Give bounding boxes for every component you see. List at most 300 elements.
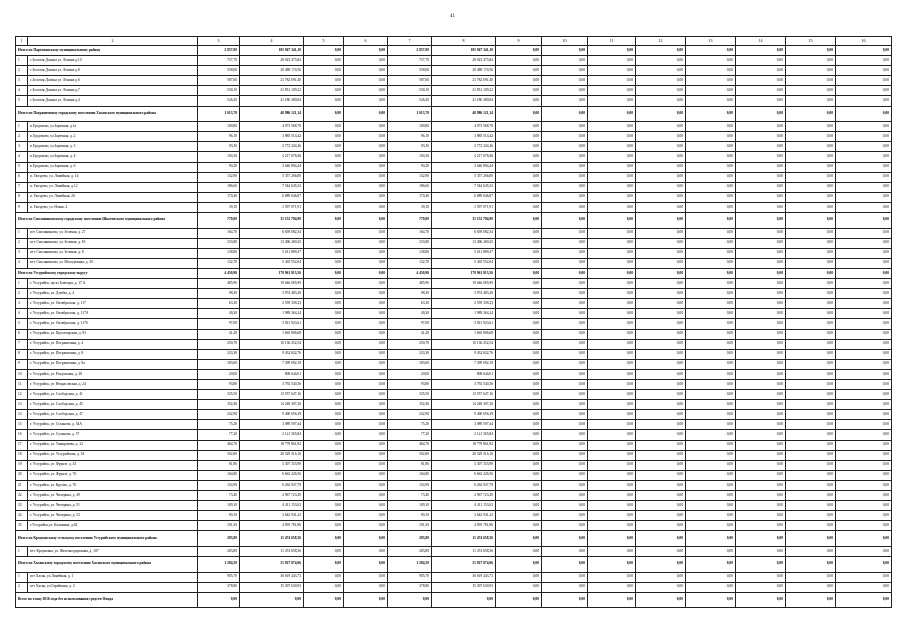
value-cell: 0,00: [588, 531, 636, 547]
value-cell: 170,40: [388, 192, 432, 202]
value-cell: 0,00: [304, 162, 344, 172]
table-row: [16, 162, 892, 172]
value-cell: 0,00: [304, 192, 344, 202]
value-cell: 0,00: [736, 132, 786, 142]
value-cell: 7 544 645,52: [432, 182, 496, 192]
value-cell: 0,00: [304, 152, 344, 162]
value-cell: 40 986 121,14: [240, 106, 304, 122]
value-cell: 138,80: [198, 248, 240, 258]
value-cell: 0,00: [786, 380, 836, 390]
value-cell: 352,40: [388, 400, 432, 410]
address-cell: пгт Хасан, ул.Линейная, д. 1: [28, 572, 198, 582]
value-cell: 104,30: [198, 152, 240, 162]
value-cell: 36 619 443,73: [432, 572, 496, 582]
value-cell: 98,30: [198, 289, 240, 299]
value-cell: 0,00: [636, 122, 686, 132]
table-row: [16, 192, 892, 202]
value-cell: 0,00: [344, 521, 388, 531]
value-cell: 20 488 174,56: [240, 66, 304, 76]
value-cell: 0,00: [496, 132, 542, 142]
value-cell: 18 779 861,82: [240, 440, 304, 450]
value-cell: 0,00: [588, 248, 636, 258]
value-cell: 0,00: [786, 470, 836, 480]
value-cell: 0,00: [686, 319, 736, 329]
value-cell: 0,00: [836, 248, 892, 258]
value-cell: 0,00: [588, 202, 636, 212]
value-cell: 0,00: [496, 142, 542, 152]
value-cell: 21 782 091,40: [240, 76, 304, 86]
value-cell: 0,00: [542, 400, 588, 410]
value-cell: 0,00: [496, 470, 542, 480]
value-cell: 3 089 507,44: [240, 420, 304, 430]
value-cell: 109,10: [388, 501, 432, 511]
value-cell: 0,00: [344, 106, 388, 122]
table-row: [16, 380, 892, 390]
value-cell: 0,00: [686, 56, 736, 66]
value-cell: 0,00: [636, 172, 686, 182]
value-cell: 5 365 552,04: [432, 258, 496, 268]
value-cell: 0,00: [304, 369, 344, 379]
value-cell: 1 989 264,24: [240, 309, 304, 319]
value-cell: 558,00: [198, 66, 240, 76]
value-cell: 3 772 324,26: [432, 142, 496, 152]
value-cell: 4 095 781,86: [432, 521, 496, 531]
value-cell: 0,00: [304, 480, 344, 490]
value-cell: 0,00: [836, 511, 892, 521]
value-cell: 0,00: [836, 440, 892, 450]
value-cell: 0,00: [736, 192, 786, 202]
value-cell: 19 646 065,99: [432, 279, 496, 289]
value-cell: 170,40: [198, 192, 240, 202]
value-cell: 0,00: [542, 279, 588, 289]
value-cell: 6 663 226,56: [432, 470, 496, 480]
value-cell: 0,00: [736, 400, 786, 410]
value-cell: 0,00: [496, 400, 542, 410]
value-cell: 93,80: [388, 380, 432, 390]
value-cell: 0,00: [344, 319, 388, 329]
table-row: [16, 547, 892, 557]
value-cell: 63,30: [388, 299, 432, 309]
value-cell: 0,00: [542, 329, 588, 339]
value-cell: 3 792 540,36: [432, 380, 496, 390]
total-label: Итого по Партизанскому муниципальному району: [16, 46, 198, 56]
value-cell: 352,40: [198, 400, 240, 410]
row-number: 20: [16, 470, 28, 480]
column-number: 3: [198, 37, 240, 46]
value-cell: 0,00: [304, 420, 344, 430]
value-cell: 0,00: [588, 582, 636, 592]
value-cell: 0,00: [588, 501, 636, 511]
value-cell: 485,90: [198, 279, 240, 289]
value-cell: 0,00: [344, 491, 388, 501]
value-cell: 13 557 647,16: [432, 390, 496, 400]
value-cell: 0,00: [588, 400, 636, 410]
total-label: Итого по Хасанскому городскому поселению Хасанского муниципального района: [16, 557, 198, 573]
value-cell: 3 885 514,42: [432, 132, 496, 142]
value-cell: 0,00: [636, 450, 686, 460]
total-label: Итого по Уссурийскому городскому округу: [16, 268, 198, 278]
value-cell: 0,00: [786, 339, 836, 349]
value-cell: 90,10: [198, 511, 240, 521]
value-cell: 6 659 082,34: [240, 228, 304, 238]
value-cell: 0,00: [836, 329, 892, 339]
value-cell: 0,00: [542, 46, 588, 56]
address-cell: пгт. Смоляниново, ул. Зеленая, д. 65: [28, 238, 198, 248]
value-cell: 15 307 630,93: [240, 582, 304, 592]
row-number: 1: [16, 122, 28, 132]
value-cell: 0,00: [686, 582, 736, 592]
value-cell: 502,80: [388, 450, 432, 460]
value-cell: 378,80: [388, 582, 432, 592]
value-cell: 0,00: [304, 66, 344, 76]
value-cell: 183,00: [388, 359, 432, 369]
value-cell: 0,00: [736, 369, 786, 379]
value-cell: 0,00: [344, 420, 388, 430]
value-cell: 0,00: [786, 202, 836, 212]
value-cell: 93,30: [198, 142, 240, 152]
value-cell: 0,00: [686, 460, 736, 470]
value-cell: 132,90: [388, 172, 432, 182]
column-number: 12: [636, 37, 686, 46]
value-cell: 0,00: [786, 309, 836, 319]
value-cell: 0,00: [496, 258, 542, 268]
value-cell: 0,00: [542, 369, 588, 379]
value-cell: 0,00: [786, 238, 836, 248]
value-cell: 4 073 568,78: [432, 122, 496, 132]
value-cell: 0,00: [836, 359, 892, 369]
value-cell: 31 152 794,00: [432, 213, 496, 229]
subtotal-row: [16, 106, 892, 122]
address-cell: пгт. Кроуновка, ул. Железнодорожная, д. 107: [28, 547, 198, 557]
table-row: [16, 258, 892, 268]
table-row: [16, 86, 892, 96]
table-row: [16, 480, 892, 490]
value-cell: 0,00: [736, 460, 786, 470]
value-cell: 3 121 365,84: [432, 430, 496, 440]
value-cell: 0,00: [542, 192, 588, 202]
value-cell: 0,00: [836, 410, 892, 420]
value-cell: 0,00: [542, 572, 588, 582]
value-cell: 0,00: [344, 511, 388, 521]
value-cell: 0,00: [496, 202, 542, 212]
value-cell: 0,00: [496, 172, 542, 182]
value-cell: 0,00: [496, 369, 542, 379]
value-cell: 0,00: [588, 380, 636, 390]
value-cell: 0,00: [588, 491, 636, 501]
value-cell: 757,70: [388, 56, 432, 66]
value-cell: 0,00: [344, 76, 388, 86]
value-cell: 3 121 365,84: [240, 430, 304, 440]
value-cell: 0,00: [636, 213, 686, 229]
value-cell: 0,00: [496, 213, 542, 229]
value-cell: 0,00: [686, 572, 736, 582]
value-cell: 154,90: [388, 480, 432, 490]
value-cell: 0,00: [588, 329, 636, 339]
value-cell: 0,00: [542, 182, 588, 192]
value-cell: 0,00: [588, 349, 636, 359]
table-row: [16, 582, 892, 592]
value-cell: 20 329 316,16: [240, 450, 304, 460]
value-cell: 0,00: [542, 86, 588, 96]
value-cell: 0,00: [686, 531, 736, 547]
value-cell: 11 474 658,36: [240, 531, 304, 547]
value-cell: 0,00: [542, 76, 588, 86]
value-cell: 0,00: [588, 369, 636, 379]
value-cell: 164,80: [388, 470, 432, 480]
value-cell: 0,00: [836, 480, 892, 490]
value-cell: 0,00: [304, 430, 344, 440]
total-row: [16, 46, 892, 56]
value-cell: 49,20: [388, 309, 432, 319]
value-cell: 808 644,01: [240, 369, 304, 379]
value-cell: 0,00: [304, 279, 344, 289]
address-cell: г. Уссурийск, ул. Суханова, д. 57: [28, 430, 198, 440]
value-cell: 0,00: [736, 106, 786, 122]
table-row: [16, 329, 892, 339]
value-cell: 0,00: [304, 86, 344, 96]
value-cell: 0,00: [344, 400, 388, 410]
row-number: 4: [16, 258, 28, 268]
value-cell: 14 248 307,26: [432, 400, 496, 410]
value-cell: 0,00: [736, 511, 786, 521]
value-cell: 0,00: [636, 547, 686, 557]
value-cell: 101,30: [388, 521, 432, 531]
address-cell: пгт. Смоляниново, ул. Молодежная, д. 29: [28, 258, 198, 268]
value-cell: 0,00: [496, 440, 542, 450]
value-cell: 0,00: [304, 440, 344, 450]
value-cell: 0,00: [304, 557, 344, 573]
value-cell: 1 013,70: [388, 106, 432, 122]
value-cell: 0,00: [836, 369, 892, 379]
value-cell: 0,00: [496, 531, 542, 547]
table-row: [16, 572, 892, 582]
value-cell: 0,00: [304, 289, 344, 299]
value-cell: 0,00: [786, 521, 836, 531]
value-cell: 0,00: [542, 319, 588, 329]
row-number: 13: [16, 400, 28, 410]
value-cell: 105 947 341,10: [240, 46, 304, 56]
value-cell: 0,00: [588, 511, 636, 521]
value-cell: 0,00: [686, 106, 736, 122]
row-number: 11: [16, 380, 28, 390]
value-cell: 186,60: [198, 182, 240, 192]
value-cell: 0,00: [496, 572, 542, 582]
value-cell: 0,00: [736, 122, 786, 132]
value-cell: 0,00: [588, 66, 636, 76]
address-cell: с.Золотая Долина ул. Ленина д.10: [28, 56, 198, 66]
value-cell: 0,00: [786, 248, 836, 258]
value-cell: 0,00: [588, 420, 636, 430]
value-cell: 0,00: [344, 547, 388, 557]
value-cell: 0,00: [496, 248, 542, 258]
value-cell: 2 857,00: [198, 46, 240, 56]
value-cell: 0,00: [786, 106, 836, 122]
value-cell: 183,00: [198, 359, 240, 369]
value-cell: 0,00: [786, 299, 836, 309]
value-cell: 0,00: [736, 162, 786, 172]
value-cell: 0,00: [304, 238, 344, 248]
table-row: [16, 152, 892, 162]
value-cell: 0,00: [588, 390, 636, 400]
address-cell: г. Уссурийск, ул. Октябрьская, д. 117б: [28, 319, 198, 329]
value-cell: 0,00: [686, 238, 736, 248]
value-cell: 0,00: [736, 390, 786, 400]
value-cell: 7 399 092,18: [240, 359, 304, 369]
value-cell: 0,00: [786, 491, 836, 501]
total-label: Итого по Пограничному городскому поселению Хасанского муниципального района: [16, 106, 198, 122]
value-cell: 0,00: [636, 359, 686, 369]
value-cell: 0,00: [304, 299, 344, 309]
row-number: 7: [16, 182, 28, 192]
value-cell: 105 947 341,10: [432, 46, 496, 56]
value-cell: 0,00: [542, 521, 588, 531]
value-cell: 0,00: [636, 420, 686, 430]
value-cell: 0,00: [786, 582, 836, 592]
row-number: 4: [16, 86, 28, 96]
value-cell: 283,80: [198, 531, 240, 547]
value-cell: 186,60: [388, 182, 432, 192]
table-row: [16, 440, 892, 450]
table-row: [16, 279, 892, 289]
address-cell: с.Золотая Долина ул. Ленина д.6: [28, 76, 198, 86]
value-cell: 530,10: [198, 86, 240, 96]
column-number: 11: [588, 37, 636, 46]
value-cell: 333,80: [198, 238, 240, 248]
value-cell: 905,70: [388, 572, 432, 582]
address-cell: г. Уссурийск, ул. Раздольная, д. 28: [28, 369, 198, 379]
value-cell: 0,00: [786, 547, 836, 557]
total-label: Итого по Смоляниновскому городскому поселению Шкотовского муниципального района: [16, 213, 198, 229]
value-cell: 0,00: [786, 258, 836, 268]
value-cell: 0,00: [304, 592, 344, 608]
value-cell: 0,00: [542, 172, 588, 182]
value-cell: 0,00: [542, 410, 588, 420]
value-cell: 0,00: [542, 480, 588, 490]
value-cell: 0,00: [736, 279, 786, 289]
value-cell: 770,00: [388, 213, 432, 229]
value-cell: 0,00: [344, 430, 388, 440]
value-cell: 0,00: [786, 557, 836, 573]
value-cell: 0,00: [496, 501, 542, 511]
value-cell: 0,00: [344, 213, 388, 229]
value-cell: 0,00: [304, 349, 344, 359]
value-cell: 132,70: [388, 258, 432, 268]
value-cell: 90,20: [198, 162, 240, 172]
value-cell: 0,00: [836, 238, 892, 248]
value-cell: 0,00: [304, 228, 344, 238]
value-cell: 5 611 889,37: [432, 248, 496, 258]
value-cell: 0,00: [344, 289, 388, 299]
value-cell: 51 927 074,66: [240, 557, 304, 573]
value-cell: 0,00: [686, 400, 736, 410]
value-cell: 0,00: [836, 309, 892, 319]
value-cell: 283,80: [198, 547, 240, 557]
value-cell: 0,00: [836, 460, 892, 470]
value-cell: 11 474 658,36: [432, 547, 496, 557]
value-cell: 0,00: [496, 46, 542, 56]
value-cell: 0,00: [686, 172, 736, 182]
table-row: [16, 248, 892, 258]
value-cell: 0,00: [786, 349, 836, 359]
value-cell: 0,00: [786, 440, 836, 450]
value-cell: 0,00: [344, 339, 388, 349]
value-cell: 0,00: [686, 349, 736, 359]
value-cell: 0,00: [736, 309, 786, 319]
value-cell: 0,00: [736, 86, 786, 96]
value-cell: 0,00: [344, 531, 388, 547]
row-number: 3: [16, 299, 28, 309]
value-cell: 0,00: [344, 349, 388, 359]
value-cell: 0,00: [588, 557, 636, 573]
value-cell: 0,00: [736, 470, 786, 480]
value-cell: 0,00: [786, 46, 836, 56]
address-cell: г. Уссурийск, ул. Дзюбы, д. 4: [28, 289, 198, 299]
value-cell: 21 180 280,84: [240, 96, 304, 106]
value-cell: 0,00: [344, 460, 388, 470]
value-cell: 0,00: [542, 380, 588, 390]
value-cell: 13 496 269,25: [240, 238, 304, 248]
value-cell: 0,00: [786, 268, 836, 278]
value-cell: 0,00: [686, 192, 736, 202]
value-cell: 0,00: [496, 557, 542, 573]
value-cell: 0,00: [636, 410, 686, 420]
value-cell: 5 611 889,37: [240, 248, 304, 258]
address-cell: г. Уссурийск, ул. Слободская, д. 41: [28, 390, 198, 400]
row-number: 2: [16, 238, 28, 248]
value-cell: 0,00: [736, 213, 786, 229]
value-cell: 0,00: [836, 319, 892, 329]
table-row: [16, 470, 892, 480]
value-cell: 0,00: [344, 172, 388, 182]
value-cell: 0,00: [636, 76, 686, 86]
subtotal-row: [16, 213, 892, 229]
value-cell: 0,00: [736, 299, 786, 309]
value-cell: 0,00: [588, 480, 636, 490]
value-cell: 0,00: [542, 309, 588, 319]
value-cell: 0,00: [304, 339, 344, 349]
row-number: 22: [16, 491, 28, 501]
value-cell: 0,00: [496, 76, 542, 86]
value-cell: 0,00: [542, 162, 588, 172]
row-number: 2: [16, 582, 28, 592]
value-cell: 0,00: [686, 152, 736, 162]
value-cell: 0,00: [588, 132, 636, 142]
address-cell: п.Гродеково, ул.Заречная, д. 6: [28, 162, 198, 172]
value-cell: 0,00: [588, 299, 636, 309]
value-cell: 2 559 358,23: [432, 299, 496, 309]
value-cell: 9 432 822,76: [432, 349, 496, 359]
address-cell: с.Золотая Долина ул. Ленина д.4: [28, 96, 198, 106]
value-cell: 164,70: [388, 228, 432, 238]
value-cell: 0,00: [344, 501, 388, 511]
value-cell: 0,00: [588, 182, 636, 192]
value-cell: 0,00: [542, 142, 588, 152]
value-cell: 0,00: [786, 390, 836, 400]
value-cell: 4 095 781,86: [240, 521, 304, 531]
value-cell: 104,30: [388, 152, 432, 162]
value-cell: 0,00: [686, 279, 736, 289]
value-cell: 3 642 941,22: [432, 511, 496, 521]
row-number: 21: [16, 480, 28, 490]
value-cell: 0,00: [304, 531, 344, 547]
value-cell: 31 152 794,00: [240, 213, 304, 229]
value-cell: 587,00: [198, 76, 240, 86]
value-cell: 0,00: [542, 491, 588, 501]
value-cell: 0,00: [786, 213, 836, 229]
value-cell: 0,00: [686, 359, 736, 369]
value-cell: 0,00: [736, 329, 786, 339]
value-cell: 0,00: [304, 460, 344, 470]
